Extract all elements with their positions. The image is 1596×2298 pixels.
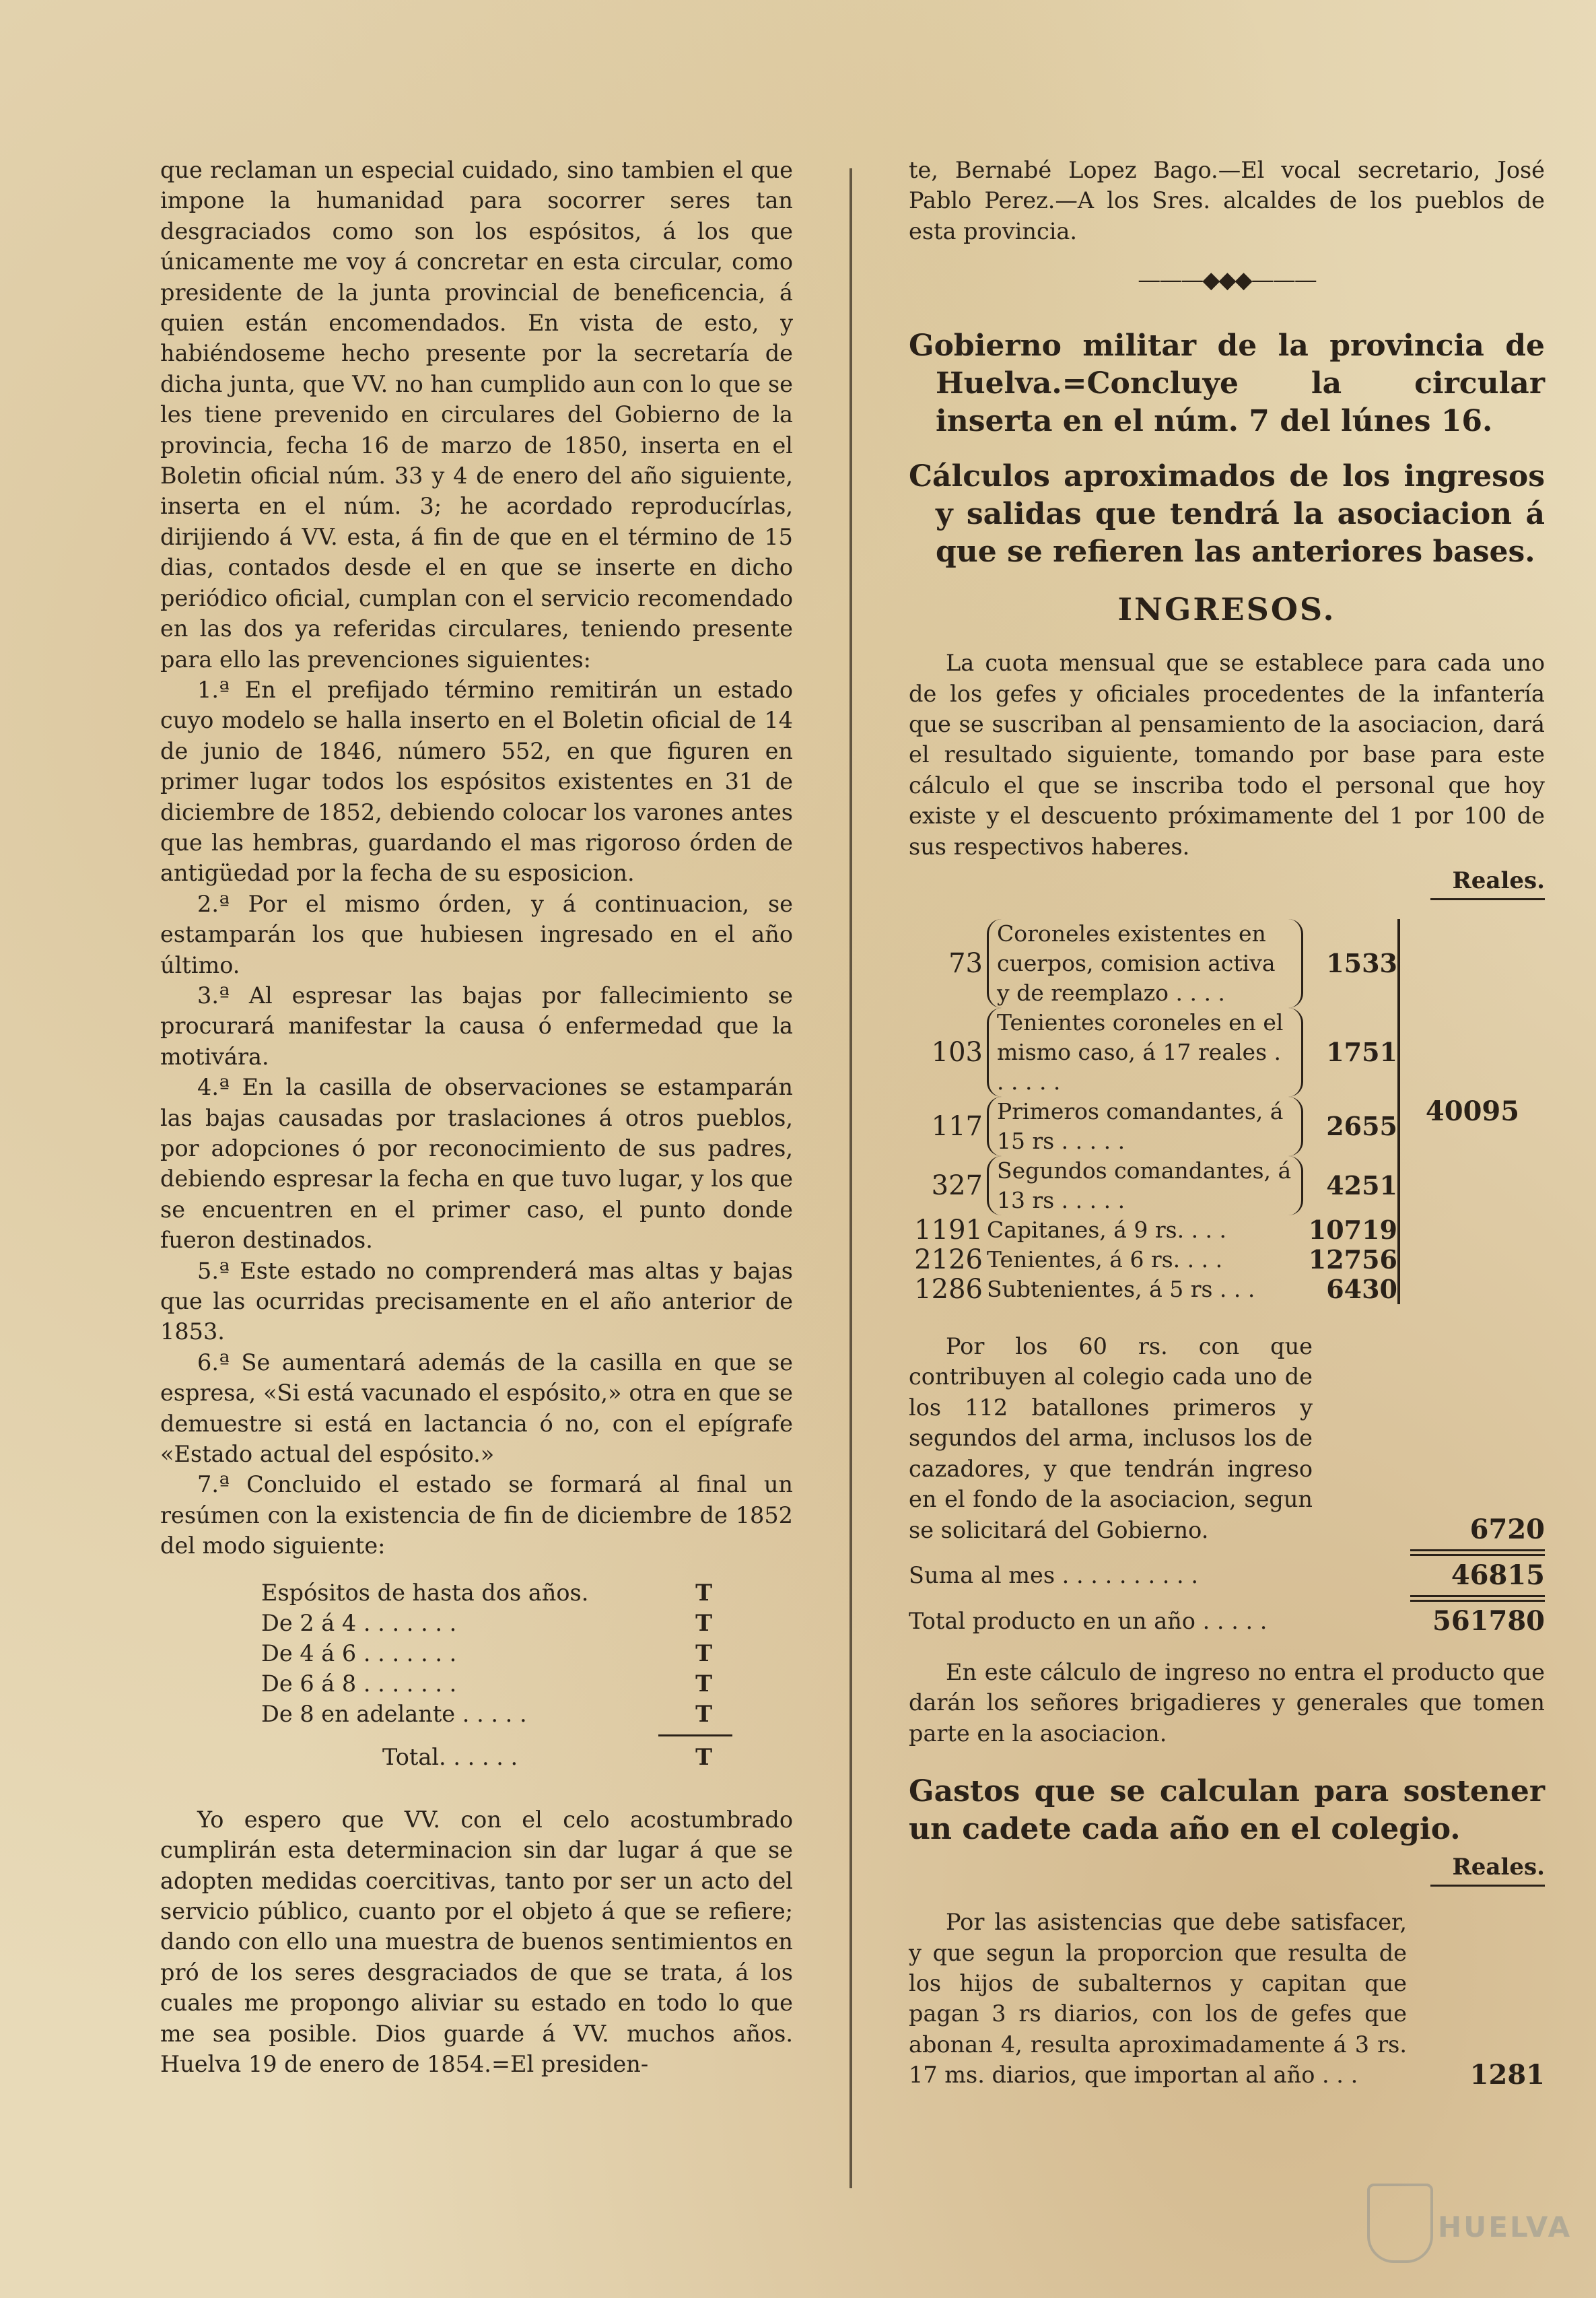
paragraph-rule-6: 6.ª Se aumentará además de la casilla en que se espresa, «Si está vacunado el espósito,» otra en que se demuestre si está en lactancia ó no, con el epígrafe «Estado actual del espósito.» bbox=[160, 1349, 793, 1468]
right-column bbox=[909, 155, 1545, 2091]
month-sum-row: Suma al mes . . . . . . . . . . 46815 bbox=[909, 1559, 1545, 1591]
table-row: 1191 Capitanes, á 9 rs. . . . 10719 bbox=[914, 1215, 1397, 1246]
paragraph-note: En este cálculo de ingreso no entra el producto que darán los señores brigadieres y generales que tomen parte en la asociacion. bbox=[909, 1658, 1545, 1747]
section-heading-calculos: Cálculos aproximados de los ingresos y salidas que tendrá la asociacion á que se refieren las anteriores bases. bbox=[909, 459, 1545, 570]
paragraph-cuota: La cuota mensual que se establece para cada uno de los gefes y oficiales procedentes de la infantería que se suscriban al pensamiento de la asociacion, dará el resultado siguiente, tomando por base para este cálculo el que se inscriba todo el personal que hoy existe y el descuento próximamente del 1 por 100 de sus respectivos haberes. bbox=[909, 650, 1545, 860]
archive-stamp bbox=[1367, 2170, 1572, 2285]
reales-label-2: Reales. bbox=[1452, 1854, 1545, 1881]
paragraph-intro: que reclaman un especial cuidado, sino tambien el que impone la humanidad para socorrer seres tan desgraciados como son los espósitos, á los que únicamente me voy á concretar en esta circular, como presidente de la junta provincial de beneficencia, á quien están encomendados. En vista de esto, y habiéndoseme hecho presente por la secretaría de dicha junta, que VV. no han cumplido aun con lo que se les tiene prevenido en circulares del Gobierno de la provincia, fecha 16 de marzo de 1850, inserta en el Boletin oficial núm. 33 y 4 de enero del año siguiente, inserta en el núm. 3; he acordado reproducírlas, dirijiendo á VV. esta, á fin de que en el término de 15 dias, contados desde el en que se inserte en dicho periódico oficial, cumplan con el servicio recomendado en las dos ya referidas circulares, teniendo presente para ello las prevenciones siguientes: bbox=[160, 157, 793, 673]
paragraph-rule-5: 5.ª Este estado no comprenderá mas altas y bajas que las ocurridas precisamente en el año anterior de 1853. bbox=[160, 1257, 793, 1345]
divider bbox=[1410, 1595, 1545, 1602]
ornament-divider: ———◆◆◆——— bbox=[1138, 267, 1316, 294]
college-value: 6720 bbox=[1469, 1513, 1545, 1545]
paragraph-rule-2: 2.ª Por el mismo órden, y á continuacion, se estamparán los que hubiesen ingresado en el año último. bbox=[160, 890, 793, 978]
year-total-row: Total producto en un año . . . . . 561780 bbox=[909, 1604, 1545, 1637]
stamp-text: HUELVA bbox=[1438, 2210, 1572, 2243]
divider bbox=[1430, 1885, 1545, 1887]
expense-block bbox=[909, 1907, 1545, 2090]
paragraph-rule-1: 1.ª En el prefijado término remitirán un estado cuyo modelo se halla inserto en el Boletin oficial de 14 de junio de 1846, número 552, en que figuren en primer lugar todos los espósitos existentes en 31 de diciembre de 1852, debiendo colocar los varones antes que las hembras, guardando el mas rigoroso órden de antigüedad por la fecha de su esposicion. bbox=[160, 676, 793, 887]
column-divider bbox=[849, 168, 852, 2188]
list-item: De 2 á 4 . . . . . . . T bbox=[261, 1609, 712, 1636]
table-row: 327 Segundos comandantes, á 13 rs . . . . . 4251 bbox=[909, 1156, 1545, 1215]
table-row: 103 Tenientes coroneles en el mismo caso, á 17 reales . . . . . . 1751 bbox=[909, 1008, 1545, 1097]
college-block bbox=[909, 1331, 1545, 1545]
divider bbox=[658, 1734, 732, 1736]
left-column bbox=[160, 155, 793, 2079]
income-total: 40095 bbox=[1399, 919, 1545, 1304]
expense-value: 1281 bbox=[1469, 2058, 1545, 2091]
reales-label: Reales. bbox=[1452, 867, 1545, 895]
table-row: 1286 Subtenientes, á 5 rs . . . 6430 bbox=[914, 1274, 1397, 1306]
paragraph-colegio: Por los 60 rs. con que contribuyen al colegio cada uno de los 112 batallones primeros y segundos del arma, inclusos los de cazadores, y que tendrán ingreso en el fondo de la asociacion, segun se solicitará del Gobierno. bbox=[909, 1333, 1313, 1543]
paragraph-rule-4: 4.ª En la casilla de observaciones se estamparán las bajas causadas por traslaciones á otros pueblos, por adopciones ó por reconocimiento de sus padres, debiendo espresar la fecha en que tuvo lugar, y los que se encuentren en el primer caso, el punto donde fueron destinados. bbox=[160, 1074, 793, 1254]
income-table bbox=[909, 919, 1545, 1304]
summary-total: Total. . . . . . T bbox=[382, 1743, 712, 1770]
list-item: De 4 á 6 . . . . . . . T bbox=[261, 1640, 712, 1666]
section-heading-gastos: Gastos que se calculan para sostener un cadete cada año en el colegio. bbox=[909, 1774, 1545, 1847]
paragraph-asistencias: Por las asistencias que debe satisfacer, y que segun la proporcion que resulta de los hijos de subalternos y capitan que pagan 3 rs diarios, con los de gefes que abonan 4, resulta aproximadamente á 3 rs. 17 ms. diarios, que importan al año . . . bbox=[909, 1909, 1407, 2089]
table-row: 117 Primeros comandantes, á 15 rs . . . . . 2655 bbox=[909, 1097, 1545, 1156]
table-row: 2126 Tenientes, á 6 rs. . . . 12756 bbox=[914, 1244, 1397, 1276]
paragraph-rule-7: 7.ª Concluido el estado se formará al final un resúmen con la existencia de fin de diciembre de 1852 del modo siguiente: bbox=[160, 1471, 793, 1559]
summary-list bbox=[261, 1578, 732, 1772]
section-heading-gobierno: Gobierno militar de la provincia de Huelva.=Concluye la circular inserta en el núm. 7 del lúnes 16. bbox=[909, 329, 1545, 439]
paragraph-closing: Yo espero que VV. con el celo acostumbrado cumplirán esta determinacion sin dar lugar á que se adopten medidas coercitivas, tanto por ser un acto del servicio público, cuanto por el objeto á que se refiere; dando con ello una muestra de buenos sentimientos en pró de los seres desgraciados de que se trata, á los cuales me propongo aliviar su estado en todo lo que me sea posible. Dios guarde á VV. muchos años. Huelva 19 de enero de 1854.=El presiden- bbox=[160, 1806, 793, 2077]
list-item: De 8 en adelante . . . . . T bbox=[261, 1700, 712, 1727]
divider bbox=[1430, 898, 1545, 900]
paragraph-rule-3: 3.ª Al espresar las bajas por fallecimiento se procurará manifestar la causa ó enfermedad que la motivára. bbox=[160, 982, 793, 1070]
paragraph-continuation: te, Bernabé Lopez Bago.—El vocal secretario, José Pablo Perez.—A los Sres. alcaldes de los pueblos de esta provincia. bbox=[909, 157, 1545, 244]
section-title-ingresos: INGRESOS. bbox=[1117, 591, 1336, 628]
list-item: Espósitos de hasta dos años. T bbox=[261, 1579, 712, 1606]
divider bbox=[1410, 1549, 1545, 1556]
list-item: De 6 á 8 . . . . . . . T bbox=[261, 1670, 712, 1697]
coat-of-arms-icon bbox=[1367, 2184, 1433, 2263]
table-row: 73 Coroneles existentes en cuerpos, comision activa y de reemplazo . . . . 1533 40095 bbox=[909, 919, 1545, 1008]
